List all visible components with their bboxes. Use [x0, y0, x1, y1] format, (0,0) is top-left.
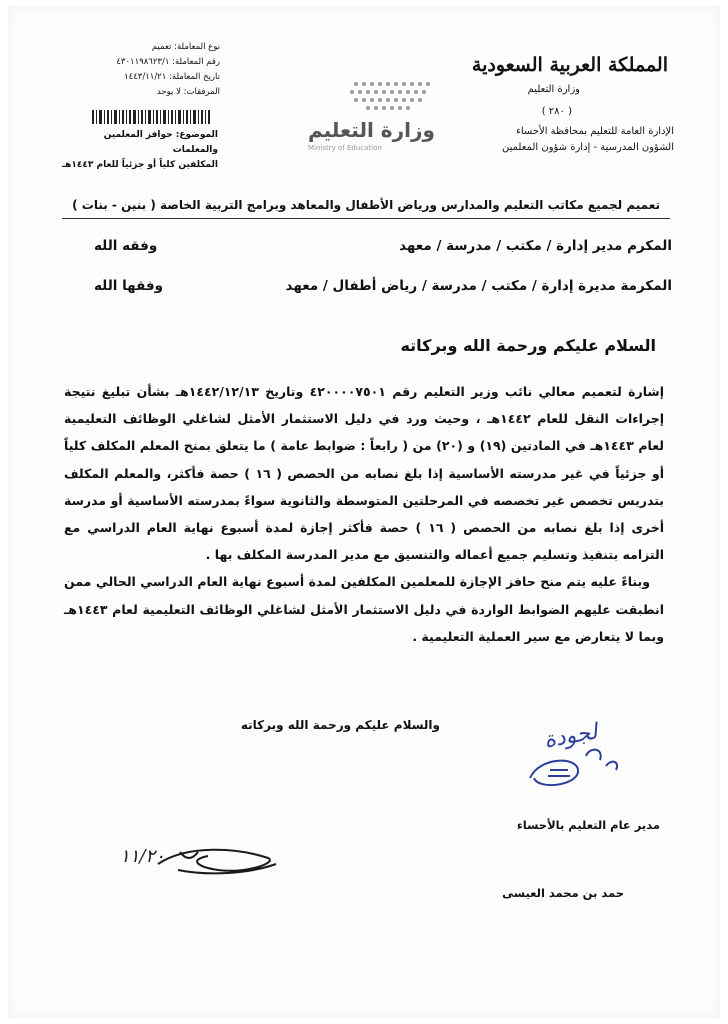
subject-line-2: المكلفين كلياً أو جزئياً للعام ١٤٤٣هـ	[62, 160, 218, 170]
transaction-type: نوع المعاملة: تعميم	[151, 42, 220, 52]
admin-line-2: الشؤون المدرسية - إدارة شؤون المعلمين	[502, 142, 674, 153]
body-paragraph-1: إشارة لتعميم معالي نائب وزير التعليم رقم ٤٢٠٠٠٠٧٥٠١ وتاريخ ١٤٤٢/١٢/١٣هـ بشأن تبليغ نتيجة إجراءات النقل للعام ١٤٤٢هـ ، وحيث ورد في دليل الاستثمار الأمثل لشاغلي الوظائف التعليمية لعام ١٤٤٣هـ في المادتين (١٩) و (٢٠) من ( رابعاً : ضوابط عامة ) ما يتعلق بمنح المعلم المكلف كلياً أو جزئياً في غير مدرسته الأساسية إذا بلغ نصابه من الحصص ( ١٦ ) حصة فأكثر، والمعلم المكلف بتدريس تخصص غير تخصصه في المرحلتين المتوسطة والثانوية سواءً بمدرسته الأساسية أو مدرسة أخرى إذا بلغ نصابه من الحصص ( ١٦ ) حصة فأكثر إجازة لمدة أسبوع نهاية العام الدراسي مع التزامه بتنفيذ وتسليم جميع أعماله والتنسيق مع مدير المدرسة المكلف بها .	[64, 384, 665, 563]
barcode-icon	[92, 110, 210, 124]
addressee-suffix-1: وفقه الله	[94, 238, 158, 254]
transaction-block	[60, 40, 220, 100]
handwritten-date: ١١/٢٠	[120, 846, 165, 867]
transaction-attachments: المرفقات: لا يوجد	[156, 87, 220, 97]
transaction-number: رقم المعاملة: ٤٣٠١١٩٨٦٢٣/١	[116, 57, 220, 67]
admin-line-1: الإدارة العامة للتعليم بمحافظة الأحساء	[516, 126, 674, 137]
reference-number: ( ٢٨٠ )	[541, 106, 572, 117]
logo-english-text: Ministry of Education	[308, 144, 382, 152]
handwritten-note: لجودة	[542, 719, 600, 754]
subject-line-1: الموضوع: حوافز المعلمين والمعلمات	[103, 130, 218, 155]
signatory-title: مدير عام التعليم بالأحساء	[516, 818, 660, 832]
transaction-date: تاريخ المعاملة: ١٤٤٣/١١/٢١	[124, 72, 220, 82]
addressee-suffix-2: وفقها الله	[94, 278, 164, 294]
title-underline	[62, 218, 670, 219]
greeting: السلام عليكم ورحمة الله وبركاته	[400, 336, 656, 355]
kingdom-logotype: المملكة العربية السعودية	[471, 54, 668, 76]
addressee-line-2: المكرمة مديرة إدارة / مكتب / مدرسة / رياض أطفال / معهد	[285, 278, 672, 294]
ministry-name: وزارة التعليم	[527, 84, 580, 95]
ministry-logo-icon	[346, 78, 436, 116]
closing-greeting: والسلام عليكم ورحمة الله وبركاته	[240, 718, 440, 732]
logo-arabic-text: وزارة التعليم	[308, 118, 435, 142]
signatory-name: حمد بن محمد العيسى	[502, 886, 624, 900]
body-text	[64, 378, 664, 650]
addressee-line-1: المكرم مدير إدارة / مكتب / مدرسة / معهد	[399, 238, 672, 254]
circular-title: تعميم لجميع مكاتب التعليم والمدارس ورياض الأطفال والمعاهد وبرامج التربية الخاصة ( بنين - بنات )	[72, 198, 660, 212]
handwritten-initial-icon	[520, 726, 650, 796]
body-paragraph-2: وبناءً عليه يتم منح حافز الإجازة للمعلمين المكلفين لمدة أسبوع نهاية العام الدراسي الحالي ممن انطبقت عليهم الضوابط الواردة في دليل الاستثمار الأمثل لشاغلي الوظائف التعليمية لعام ١٤٤٣هـ وبما لا يتعارض مع سير العملية التعليمية .	[64, 574, 664, 644]
subject-block	[58, 128, 218, 173]
document-page	[8, 6, 720, 1018]
